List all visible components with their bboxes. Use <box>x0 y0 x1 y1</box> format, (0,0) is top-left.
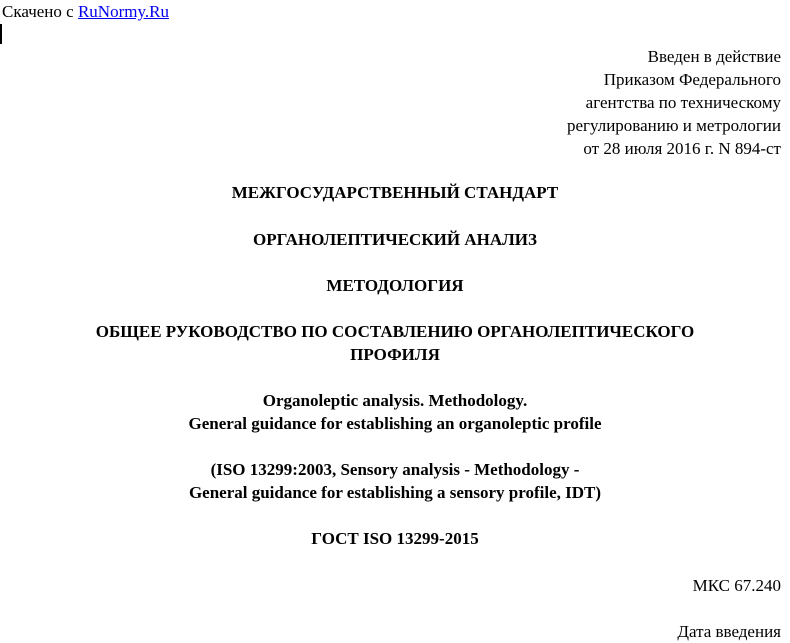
title-line: ПРОФИЛЯ <box>350 345 440 364</box>
mks-code: МКС 67.240 <box>692 576 781 595</box>
title-methodology: МЕТОДОЛОГИЯ <box>326 276 464 295</box>
english-title-line: General guidance for establishing an organoleptic profile <box>188 414 602 433</box>
english-title <box>0 389 790 435</box>
source-line <box>2 1 169 22</box>
intro-date-label: Дата введения <box>677 622 781 641</box>
enactment-line: от 28 июля 2016 г. N 894-ст <box>583 139 781 158</box>
source-prefix: Скачено с <box>2 2 78 21</box>
standard-category: МЕЖГОСУДАРСТВЕННЫЙ СТАНДАРТ <box>231 183 559 202</box>
standard-designation: ГОСТ ISO 13299-2015 <box>311 529 479 548</box>
title-line: ОБЩЕЕ РУКОВОДСТВО ПО СОСТАВЛЕНИЮ ОРГАНОЛЕПТИЧЕСКОГО <box>95 322 695 341</box>
enactment-note <box>567 45 781 160</box>
iso-reference <box>0 458 790 504</box>
source-link[interactable]: RuNormy.Ru <box>77 2 169 21</box>
iso-reference-line: (ISO 13299:2003, Sensory analysis - Methodology - <box>210 460 580 479</box>
enactment-line: Введен в действие <box>647 47 781 66</box>
enactment-line: регулированию и метрологии <box>566 116 781 135</box>
enactment-line: Приказом Федерального <box>603 70 781 89</box>
title-organoleptic-analysis: ОРГАНОЛЕПТИЧЕСКИЙ АНАЛИЗ <box>253 230 537 249</box>
enactment-line: агентства по техническому <box>585 93 781 112</box>
iso-reference-line: General guidance for establishing a sensory profile, IDT) <box>188 483 602 502</box>
english-title-line: Organoleptic analysis. Methodology. <box>262 391 528 410</box>
text-cursor <box>0 24 2 44</box>
title-general-guidance <box>0 320 790 366</box>
